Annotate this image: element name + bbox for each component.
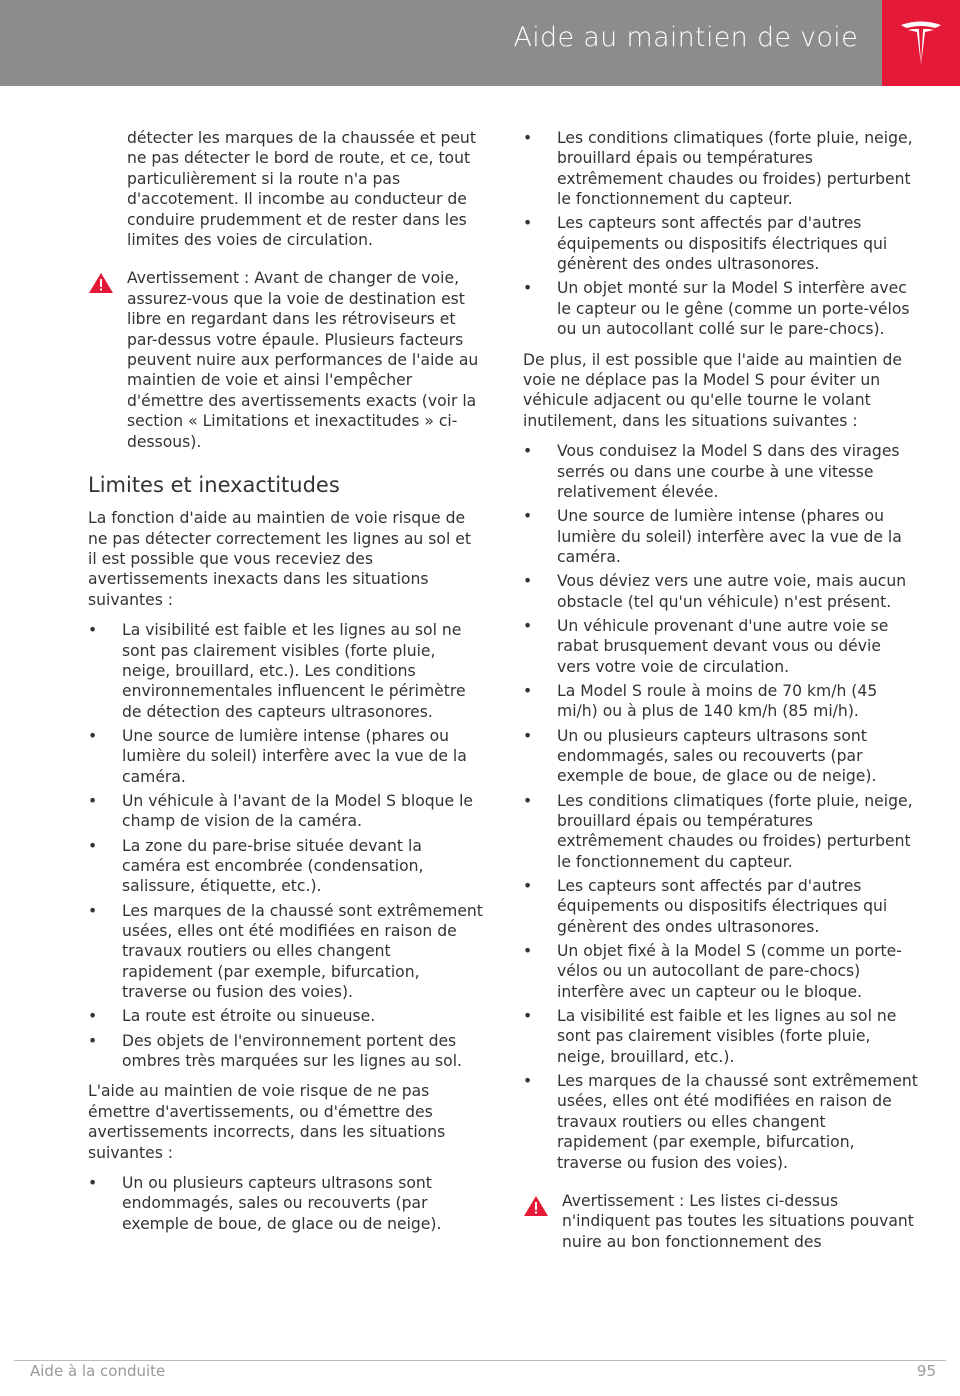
list-item: • La visibilité est faible et les lignes au sol ne sont pas clairement visibles (forte pluie, neige, brouillard, etc.). bbox=[523, 1007, 897, 1066]
bullet-icon: • bbox=[88, 1007, 98, 1026]
bullet-icon: • bbox=[523, 507, 533, 526]
warning-block bbox=[88, 268, 484, 452]
list-item: • Les conditions climatiques (forte pluie, neige, brouillard épais ou températures extrêmement chaudes ou froides) perturbent le fonctionnement du capteur. bbox=[523, 129, 913, 209]
bullet-icon: • bbox=[523, 214, 533, 233]
warning-text: Avertissement : Les listes ci-dessus n'indiquent pas toutes les situations pouvant nuire au bon fonctionnement des bbox=[562, 1192, 914, 1251]
list-item: • Les marques de la chaussé sont extrêmement usées, elles ont été modifiées en raison de travaux routiers ou elles changent rapidement (par exemple, bifurcation, traverse ou fusion des voies). bbox=[88, 901, 483, 1002]
list-item: • La route est étroite ou sinueuse. bbox=[88, 1007, 376, 1026]
bullet-icon: • bbox=[523, 726, 533, 745]
list-item: • Les conditions climatiques (forte pluie, neige, brouillard épais ou températures extrêmement chaudes ou froides) perturbent le fonctionnement du capteur. bbox=[523, 791, 913, 871]
list-item: • Une source de lumière intense (phares ou lumière du soleil) interfère avec la vue de la caméra. bbox=[88, 726, 467, 786]
list-item: • La Model S roule à moins de 70 km/h (45 mi/h) ou à plus de 140 km/h (85 mi/h). bbox=[523, 681, 878, 721]
bullet-icon: • bbox=[523, 129, 533, 147]
tesla-logo-icon bbox=[898, 19, 944, 67]
list-item: • Des objets de l'environnement portent des ombres très marquées sur les lignes au sol. bbox=[88, 1031, 463, 1071]
page-number: 95 bbox=[916, 1362, 936, 1380]
bullet-icon: • bbox=[523, 1007, 533, 1026]
list-item: • Vous conduisez la Model S dans des virages serrés ou dans une courbe à une vitesse relativement élevée. bbox=[523, 442, 900, 502]
bullet-icon: • bbox=[523, 279, 533, 298]
bullet-list bbox=[523, 441, 919, 1173]
paragraph: La fonction d'aide au maintien de voie risque de ne pas détecter correctement les lignes au sol et il est possible que vous receviez des avertissements inexacts dans les situations suivantes : bbox=[88, 509, 471, 609]
page-header bbox=[0, 0, 960, 86]
list-item: • Un véhicule à l'avant de la Model S bloque le champ de vision de la caméra. bbox=[88, 791, 474, 831]
warning-icon bbox=[88, 272, 114, 294]
list-item: • Un véhicule provenant d'une autre voie se rabat brusquement devant vous ou dévie vers votre voie de circulation. bbox=[523, 616, 889, 676]
bullet-icon: • bbox=[523, 572, 533, 591]
list-item: • Un ou plusieurs capteurs ultrasons sont endommagés, sales ou recouverts (par exemple de boue, de glace ou de neige). bbox=[88, 1174, 442, 1233]
list-item: • Une source de lumière intense (phares ou lumière du soleil) interfère avec la vue de la caméra. bbox=[523, 507, 902, 567]
bullet-icon: • bbox=[523, 616, 533, 635]
list-item: • La visibilité est faible et les lignes au sol ne sont pas clairement visibles (forte pluie, neige, brouillard, etc.). Les conditions environnementales influencent le périmètre de détection des capteurs ultrasonores. bbox=[88, 621, 466, 721]
bullet-icon: • bbox=[88, 726, 98, 745]
bullet-icon: • bbox=[523, 442, 533, 461]
bullet-icon: • bbox=[88, 901, 98, 920]
bullet-icon: • bbox=[523, 1072, 533, 1091]
warning-block bbox=[523, 1191, 919, 1252]
list-item: • La zone du pare-brise située devant la caméra est encombrée (condensation, salissure, étiquette, etc.). bbox=[88, 836, 424, 896]
bullet-icon: • bbox=[523, 681, 533, 700]
tesla-logo bbox=[882, 0, 960, 86]
list-item: • Les capteurs sont affectés par d'autres équipements ou dispositifs électriques qui génèrent des ondes ultrasonores. bbox=[523, 876, 888, 936]
list-item: • Les marques de la chaussé sont extrêmement usées, elles ont été modifiées en raison de travaux routiers ou elles changent rapidement (par exemple, bifurcation, traverse ou fusion des voies). bbox=[523, 1072, 918, 1172]
list-item: • Vous déviez vers une autre voie, mais aucun obstacle (tel qu'un véhicule) n'est présent. bbox=[523, 572, 907, 611]
warning-text: Avertissement : Avant de changer de voie, assurez-vous que la voie de destination est libre en regardant dans les rétroviseurs et par-dessus votre épaule. Plusieurs facteurs peuvent nuire aux performances de l'aide au maintien de voie et ainsi l'empêcher d'émettre des avertissements exacts (voir la section « Limitations et inexactitudes » ci-dessous). bbox=[127, 269, 479, 451]
bullet-icon: • bbox=[88, 621, 98, 640]
list-item: • Un objet fixé à la Model S (comme un porte-vélos ou un autocollant de pare-chocs) interfère avec un capteur ou le bloque. bbox=[523, 942, 902, 1001]
footer-divider bbox=[14, 1360, 946, 1361]
bullet-icon: • bbox=[88, 791, 98, 810]
bullet-icon: • bbox=[88, 1031, 98, 1050]
left-column bbox=[88, 128, 484, 1244]
page-title: Aide au maintien de voie bbox=[513, 22, 858, 53]
paragraph: L'aide au maintien de voie risque de ne pas émettre d'avertissements, ou d'émettre des avertissements incorrects, dans les situations suivantes : bbox=[88, 1082, 446, 1162]
bullet-icon: • bbox=[523, 942, 533, 960]
bullet-list bbox=[523, 128, 919, 340]
right-column bbox=[523, 128, 919, 1262]
intro-paragraph: détecter les marques de la chaussée et peut ne pas détecter le bord de route, et ce, tout particulièrement si la route n'a pas d'accotement. Il incombe au conducteur de conduire prudemment et de rester dans les limites des voies de circulation. bbox=[127, 129, 476, 250]
bullet-icon: • bbox=[523, 791, 533, 810]
paragraph: De plus, il est possible que l'aide au maintien de voie ne déplace pas la Model S pour éviter un véhicule adjacent ou qu'elle tourne le volant inutilement, dans les situations suivantes : bbox=[523, 350, 902, 430]
bullet-list bbox=[88, 620, 484, 1071]
warning-icon bbox=[523, 1195, 549, 1217]
list-item: • Les capteurs sont affectés par d'autres équipements ou dispositifs électriques qui génèrent des ondes ultrasonores. bbox=[523, 214, 888, 274]
bullet-icon: • bbox=[88, 836, 98, 855]
section-heading: Limites et inexactitudes bbox=[88, 473, 340, 498]
list-item: • Un objet monté sur la Model S interfère avec le capteur ou le gêne (comme un porte-vélos ou un autocollant collé sur le pare-chocs). bbox=[523, 279, 910, 339]
list-item: • Un ou plusieurs capteurs ultrasons sont endommagés, sales ou recouverts (par exemple de boue, de glace ou de neige). bbox=[523, 726, 877, 786]
footer-section: Aide à la conduite bbox=[30, 1362, 166, 1380]
bullet-icon: • bbox=[523, 876, 533, 895]
bullet-list bbox=[88, 1173, 484, 1234]
bullet-icon: • bbox=[88, 1174, 98, 1193]
